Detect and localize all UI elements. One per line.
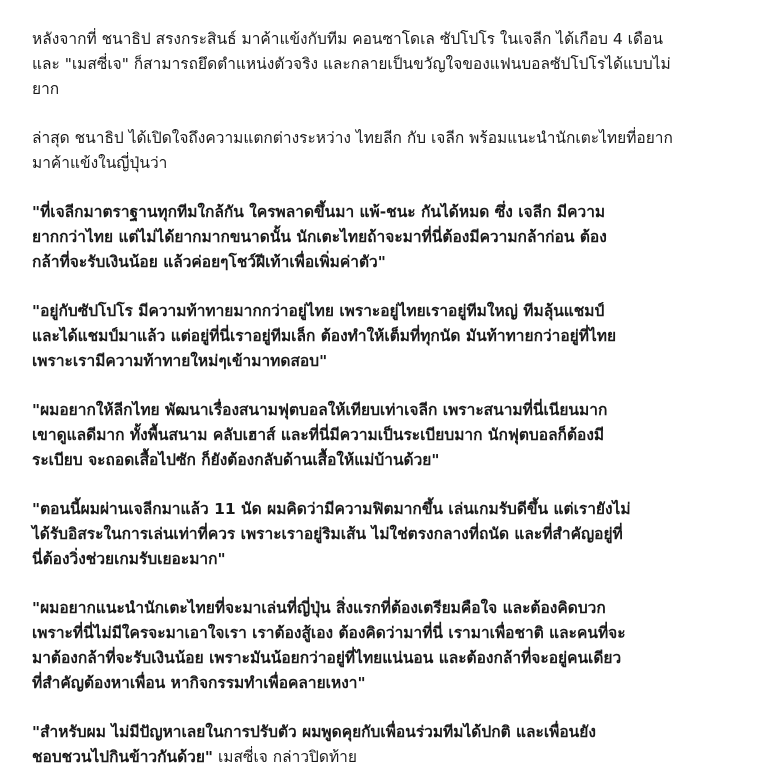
closing-quote-text: ชอบชวนไปกินข้าวกันด้วย": [32, 748, 214, 766]
speaker-attribution: เมสซี่เจ กล่าวปิดท้าย: [213, 748, 357, 766]
intro-paragraph: [32, 27, 745, 102]
text-line: ระเบียบ จะถอดเสื้อไปซัก ก็ยังต้องกลับด้านเสื้อให้แม่บ้านด้วย": [32, 451, 440, 469]
text-line: เพราะที่นี่ไม่มีใครจะมาเอาใจเรา เราต้องสู้เอง ต้องคิดว่ามาที่นี่ เรามาเพื่อชาติ และคนที่จะ: [32, 624, 626, 642]
text-line: "อยู่กับซัปโปโร มีความท้าทายมากกว่าอยู่ไทย เพราะอยู่ไทยเราอยู่ทีมใหญ่ ทีมลุ้นแชมป์: [32, 302, 605, 320]
text-line: เพราะเรามีความท้าทายใหม่ๆเข้ามาทดสอบ": [32, 352, 328, 370]
quote-paragraph-3: [32, 398, 745, 473]
text-line: "ตอนนี้ผมผ่านเจลีกมาแล้ว 11 นัด ผมคิดว่ามีความฟิตมากขึ้น เล่นเกมรับดีขึ้น แต่เรายังไม่: [32, 500, 631, 518]
text-line: และ "เมสซี่เจ" ก็สามารถยึดตำแหน่งตัวจริง และกลายเป็นขวัญใจของแฟนบอลซัปโปโรได้แบบไม่: [32, 55, 671, 73]
quote-paragraph-2: [32, 299, 745, 374]
text-line: และได้แชมป์มาแล้ว แต่อยู่ที่นี่เราอยู่ทีมเล็ก ต้องทำให้เต็มที่ทุกนัด มันท้าทายกว่าอยู่ที่ไทย: [32, 327, 617, 345]
text-line: มาต้องกล้าที่จะรับเงินน้อย เพราะมันน้อยกว่าอยู่ที่ไทยแน่นอน และต้องกล้าที่จะอยู่คนเดียว: [32, 649, 622, 667]
text-line: หลังจากที่ ชนาธิป สรงกระสินธ์ มาค้าแข้งกับทีม คอนซาโดเล ซัปโปโร ในเจลีก ได้เกือบ 4 เดือน: [32, 30, 663, 48]
quote-paragraph-1: [32, 200, 745, 275]
text-line: กล้าที่จะรับเงินน้อย แล้วค่อยๆโชว์ฝีเท้าเพื่อเพิ่มค่าตัว": [32, 253, 386, 271]
text-line: ยาก: [32, 80, 60, 98]
text-line: มาค้าแข้งในญี่ปุ่นว่า: [32, 154, 168, 172]
text-line: นี่ต้องวิ่งช่วยเกมรับเยอะมาก": [32, 550, 226, 568]
text-line: [32, 745, 745, 770]
text-line: ได้รับอิสระในการเล่นเท่าที่ควร เพราะเราอยู่ริมเส้น ไม่ใช่ตรงกลางที่ถนัด และที่สำคัญอยู่ที่: [32, 525, 623, 543]
text-line: "ผมอยากให้ลีกไทย พัฒนาเรื่องสนามฟุตบอลให้เทียบเท่าเจลีก เพราะสนามที่นี่เนียนมาก: [32, 401, 608, 419]
text-line: ที่สำคัญต้องหาเพื่อน หากิจกรรมทำเพื่อคลายเหงา": [32, 674, 366, 692]
quote-paragraph-4: [32, 497, 745, 572]
text-line: "ผมอยากแนะนำนักเตะไทยที่จะมาเล่นที่ญี่ปุ่น สิ่งแรกที่ต้องเตรียมคือใจ และต้องคิดบวก: [32, 599, 606, 617]
closing-quote-paragraph: [32, 720, 745, 770]
text-line: "สำหรับผม ไม่มีปัญหาเลยในการปรับตัว ผมพูดคุยกับเพื่อนร่วมทีมได้ปกติ และเพื่อนยัง: [32, 723, 596, 741]
quote-paragraph-5: [32, 596, 745, 696]
text-line: "ที่เจลีกมาตราฐานทุกทีมใกล้กัน ใครพลาดขึ้นมา แพ้-ชนะ กันได้หมด ซึ่ง เจลีก มีความ: [32, 203, 606, 221]
text-line: ล่าสุด ชนาธิป ได้เปิดใจถึงความแตกต่างระหว่าง ไทยลีก กับ เจลีก พร้อมแนะนำนักเตะไทยที่อยาก: [32, 129, 673, 147]
text-line: ยากกว่าไทย แต่ไม่ได้ยากมากขนาดนั้น นักเตะไทยถ้าจะมาที่นี่ต้องมีความกล้าก่อน ต้อง: [32, 228, 607, 246]
text-line: เขาดูแลดีมาก ทั้งพื้นสนาม คลับเฮาส์ และที่นี่มีความเป็นระเบียบมาก นักฟุตบอลก็ต้องมี: [32, 426, 605, 444]
lead-paragraph: [32, 126, 745, 176]
